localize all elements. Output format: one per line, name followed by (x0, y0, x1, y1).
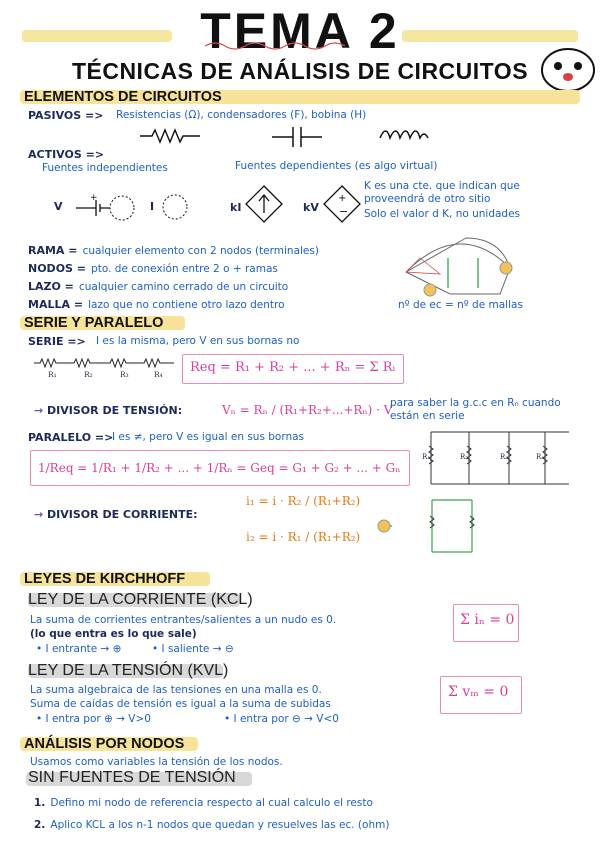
serie-label: SERIE => (28, 335, 86, 348)
arrow-icon: → (34, 404, 48, 417)
title-scribble (205, 40, 355, 52)
kcl-text-1: La suma de corrientes entrantes/salientes a un nudo es 0. (30, 614, 337, 626)
kvl-bullet-positivo: • I entra por ⊕ → V>0 (36, 713, 151, 725)
kvl-formula: Σ vₘ = 0 (448, 684, 509, 700)
pasivos-label: PASIVOS => (28, 109, 104, 122)
pasivos-text: Resistencias (Ω), condensadores (F), bobina (H) (116, 109, 367, 121)
divisor-i1-formula: i₁ = i · R₂ / (R₁+R₂) (246, 494, 361, 508)
paralelo-label: PARALELO => (28, 431, 114, 444)
capacitor-icon (272, 126, 322, 148)
definition-item: MALLA = lazo que no contiene otro lazo dentro (28, 298, 285, 311)
divisor-corriente-label: → DIVISOR DE CORRIENTE: (34, 508, 198, 521)
kvl-bullet-negativo: • I entra por ⊖ → V<0 (224, 713, 339, 725)
page-title: TEMA 2 (200, 3, 400, 59)
step-item: 2. Aplico KCL a los n-1 nodos que quedan y resuelves las ec. (ohm) (34, 819, 390, 831)
definition-item: LAZO = cualquier camino cerrado de un circuito (28, 280, 289, 293)
svg-text:+: + (90, 193, 98, 203)
bullet-k-cte: K es una cte. que indican que proveendrá de otro sitio (364, 180, 520, 205)
svg-text:−: − (339, 205, 349, 218)
definition-item: NODOS = pto. de conexión entre 2 o + ramas (28, 262, 278, 275)
paralelo-text: I es ≠, pero V es igual en sus bornas (112, 431, 305, 443)
nodos-steps (34, 791, 389, 835)
inductor-icon (380, 126, 428, 146)
step-item: 1. Defino mi nodo de referencia respecto al cual calculo el resto (34, 797, 373, 809)
fuentes-independientes: Fuentes independientes (42, 162, 168, 174)
nodos-text: Usamos como variables la tensión de los nodos. (30, 756, 283, 768)
dep-voltage-source-icon (322, 184, 362, 224)
page-subtitle: TÉCNICAS DE ANÁLISIS DE CIRCUITOS (71, 58, 529, 84)
divisor-tension-label: → DIVISOR DE TENSIÓN: (34, 404, 183, 417)
section-heading-kirchhoff: LEYES DE KIRCHHOFF (24, 571, 186, 587)
kcl-bullet-entrante: • I entrante → ⊕ (36, 643, 122, 655)
kvl-title: LEY DE LA TENSIÓN (KVL) (28, 662, 229, 679)
current-source-icon (160, 190, 190, 224)
dep-voltage-label: kV (303, 201, 319, 214)
activos-label: ACTIVOS => (28, 148, 105, 161)
mesh-circuit-diagram (400, 228, 530, 300)
section-heading-elementos: ELEMENTOS DE CIRCUITOS (24, 89, 222, 105)
kcl-formula: Σ iₙ = 0 (460, 612, 515, 628)
dep-current-source-icon (244, 184, 284, 224)
sin-fuentes-title: SIN FUENTES DE TENSIÓN (28, 769, 236, 786)
fuentes-dependientes: Fuentes dependientes (es algo virtual) (235, 160, 438, 172)
kvl-text-1: La suma algebraica de las tensiones en una malla es 0. (30, 684, 322, 696)
bullet-k-valor: Solo el valor d K, no unidades (364, 208, 521, 220)
current-source-label: I (150, 200, 155, 213)
dep-current-label: kI (230, 201, 242, 214)
resistor-icon (140, 128, 200, 144)
definitions-list (28, 241, 319, 313)
divisor-tension-formula: Vₙ = Rₙ / (R₁+R₂+...+Rₙ) · V (222, 403, 393, 417)
mascot-icon (540, 45, 598, 95)
section-heading-serie: SERIE Y PARALELO (24, 315, 164, 331)
svg-text:+: + (338, 193, 347, 204)
divisor-tension-note: para saber la g.c.c en Rₙ cuando están en serie (390, 397, 561, 422)
divisor-i2-formula: i₂ = i · R₁ / (R₁+R₂) (246, 530, 361, 544)
req-serie-formula: Req = R₁ + R₂ + ... + Rₙ = Σ Rᵢ (190, 360, 396, 375)
voltage-source-icon (76, 190, 136, 224)
kcl-bullet-saliente: • I saliente → ⊖ (152, 643, 234, 655)
arrow-icon: → (34, 508, 48, 521)
kcl-text-2: (lo que entra es lo que sale) (30, 628, 197, 640)
definition-item: RAMA = cualquier elemento con 2 nodos (terminales) (28, 244, 319, 257)
voltage-source-label: V (54, 200, 63, 213)
section-heading-nodos: ANÁLISIS POR NODOS (24, 736, 185, 752)
kvl-text-2: Suma de caídas de tensión es igual a la suma de subidas (30, 698, 331, 710)
mallas-note: nº de ec = nº de mallas (398, 299, 523, 311)
req-paralelo-formula: 1/Req = 1/R₁ + 1/R₂ + ... + 1/Rₙ = Geq = G₁ + G₂ + ... + Gₙ (38, 461, 401, 475)
serie-text: I es la misma, pero V en sus bornas no (96, 335, 300, 347)
current-divider-diagram (372, 494, 482, 560)
kcl-title: LEY DE LA CORRIENTE (KCL) (28, 591, 253, 608)
